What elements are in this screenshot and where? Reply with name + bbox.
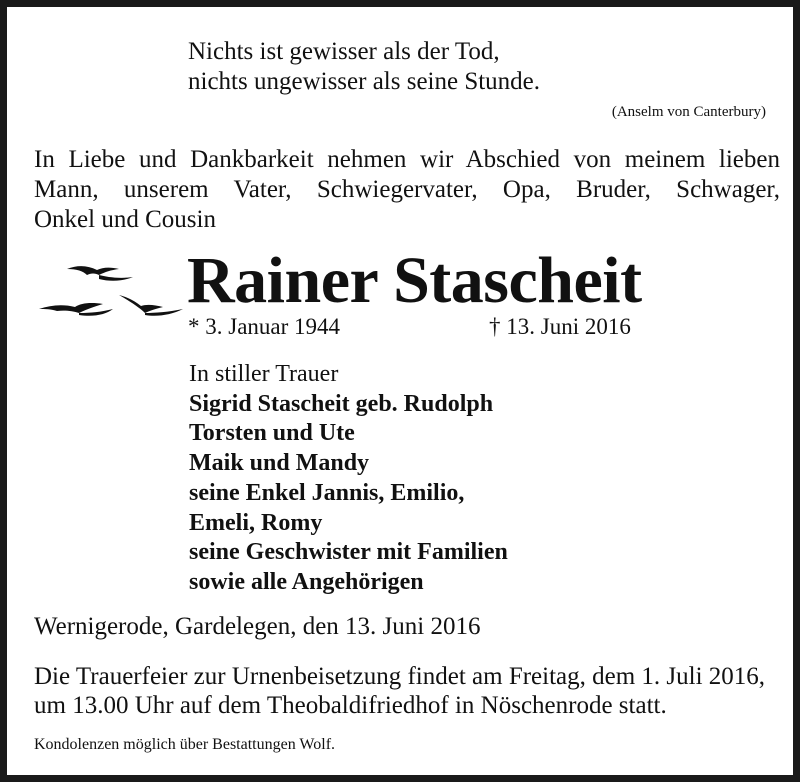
mourners-list [189, 360, 508, 598]
mourner-name: seine Geschwister mit Familien [189, 539, 508, 566]
service-info [34, 662, 765, 720]
service-line-1: Die Trauerfeier zur Urnenbeisetzung findet am Freitag, dem 1. Juli 2016, [34, 663, 766, 690]
intro-line-3: Onkel und Cousin [34, 206, 216, 233]
mourner-name: sowie alle Angehörigen [189, 568, 424, 595]
quote-line-1: Nichts ist gewisser als der Tod, [188, 38, 500, 65]
intro-line-1: In Liebe und Dankbarkeit nehmen wir Abschied von meinem lieben [34, 146, 780, 173]
intro-text [34, 145, 780, 235]
condolence-note: Kondolenzen möglich über Bestattungen Wolf. [34, 736, 336, 753]
mourner-name: Maik und Mandy [189, 450, 370, 477]
death-date: † 13. Juni 2016 [489, 314, 631, 339]
deceased-name: Rainer Stascheit [187, 244, 642, 317]
birth-date: * 3. Januar 1944 [188, 314, 341, 339]
mourner-name: seine Enkel Jannis, Emilio, [189, 479, 465, 506]
service-line-2: um 13.00 Uhr auf dem Theobaldifriedhof in Nöschenrode statt. [34, 692, 667, 719]
flying-birds-icon [37, 257, 185, 327]
mourners-heading: In stiller Trauer [189, 361, 339, 387]
mourner-name: Emeli, Romy [189, 509, 323, 536]
intro-line-2: Mann, unserem Vater, Schwiegervater, Opa, Bruder, Schwager, [34, 176, 780, 203]
place-and-date: Wernigerode, Gardelegen, den 13. Juni 2016 [34, 613, 481, 640]
quote-line-2: nichts ungewisser als seine Stunde. [188, 68, 541, 95]
quote-author: (Anselm von Canterbury) [611, 104, 766, 120]
mourner-name: Torsten und Ute [189, 420, 355, 447]
mourner-name: Sigrid Stascheit geb. Rudolph [189, 390, 494, 417]
